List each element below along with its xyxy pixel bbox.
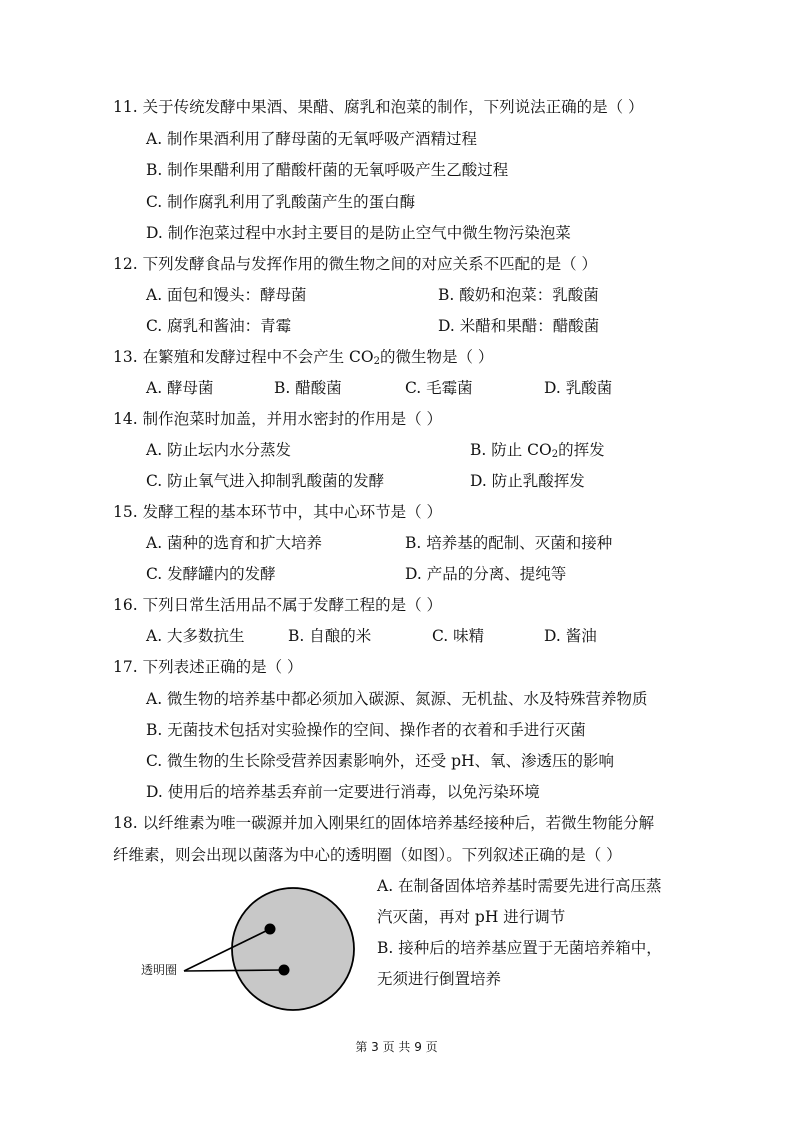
- question-12-stem: 12. 下列发酵食品与发挥作用的微生物之间的对应关系不匹配的是（ ）: [113, 255, 598, 273]
- question-13-stem-text: 13. 在繁殖和发酵过程中不会产生 CO: [113, 348, 374, 366]
- question-18-stem-line-2: 纤维素，则会出现以菌落为中心的透明圈（如图）。下列叙述正确的是（ ）: [113, 846, 622, 864]
- question-14-option-c: C. 防止氧气进入抑制乳酸菌的发酵: [146, 472, 385, 490]
- question-14-option-a: A. 防止坛内水分蒸发: [146, 441, 292, 459]
- petri-dish-figure: [138, 884, 368, 1014]
- page-footer: 第 3 页 共 9 页: [355, 1040, 438, 1054]
- question-14-option-b-text: B. 防止 CO: [470, 441, 552, 459]
- question-12-option-b: B. 酸奶和泡菜：乳酸菌: [438, 286, 599, 304]
- question-18-stem-line-1: 18. 以纤维素为唯一碳源并加入刚果红的固体培养基经接种后，若微生物能分解: [113, 814, 655, 832]
- question-14-option-b-tail: 的挥发: [558, 441, 605, 459]
- question-14-stem: 14. 制作泡菜时加盖，并用水密封的作用是（ ）: [113, 410, 443, 428]
- question-15-option-c: C. 发酵罐内的发酵: [146, 565, 276, 583]
- question-13-stem: [113, 347, 493, 372]
- question-13-stem-tail: 的微生物是（ ）: [379, 348, 494, 366]
- question-18-option-b-line-2: 无须进行倒置培养: [377, 970, 502, 988]
- question-11-option-c: C. 制作腐乳利用了乳酸菌产生的蛋白酶: [146, 193, 416, 211]
- question-17-option-c: C. 微生物的生长除受营养因素影响外，还受 pH、氧、渗透压的影响: [146, 752, 615, 770]
- question-17-option-b: B. 无菌技术包括对实验操作的空间、操作者的衣着和手进行灭菌: [146, 721, 586, 739]
- question-15-option-b: B. 培养基的配制、灭菌和接种: [405, 534, 613, 552]
- question-17-option-a: A. 微生物的培养基中都必须加入碳源、氮源、无机盐、水及特殊营养物质: [146, 690, 648, 708]
- question-11-option-a: A. 制作果酒利用了酵母菌的无氧呼吸产酒精过程: [146, 130, 478, 148]
- question-13-option-c: C. 毛霉菌: [405, 379, 473, 397]
- petri-dish-circle: [232, 888, 354, 1010]
- question-12-option-d: D. 米醋和果醋：醋酸菌: [438, 317, 600, 335]
- question-11-option-d: D. 制作泡菜过程中水封主要目的是防止空气中微生物污染泡菜: [146, 224, 571, 242]
- question-11-option-b: B. 制作果醋利用了醋酸杆菌的无氧呼吸产生乙酸过程: [146, 161, 509, 179]
- question-15-option-a: A. 菌种的选育和扩大培养: [146, 534, 323, 552]
- colony-dot-bottom: [279, 965, 290, 976]
- question-15-option-d: D. 产品的分离、提纯等: [405, 565, 567, 583]
- question-15-stem: 15. 发酵工程的基本环节中，其中心环节是（ ）: [113, 503, 443, 521]
- question-12-option-c: C. 腐乳和酱油：青霉: [146, 317, 292, 335]
- pointer-line-bottom: [184, 970, 284, 971]
- question-17-option-d: D. 使用后的培养基丢弃前一定要进行消毒，以免污染环境: [146, 783, 540, 801]
- question-14-option-b-subscript: 2: [551, 449, 559, 460]
- question-14-option-d: D. 防止乳酸挥发: [470, 472, 585, 490]
- question-12-option-a: A. 面包和馒头：酵母菌: [146, 286, 307, 304]
- question-18-option-b-line-1: B. 接种后的培养基应置于无菌培养箱中，: [377, 939, 662, 957]
- question-11-stem: 11. 关于传统发酵中果酒、果醋、腐乳和泡菜的制作，下列说法正确的是（ ）: [113, 98, 644, 116]
- question-13-subscript: 2: [373, 356, 380, 367]
- question-18-option-a-line-1: A. 在制备固体培养基时需要先进行高压蒸: [377, 877, 662, 895]
- question-16-stem: 16. 下列日常生活用品不属于发酵工程的是（ ）: [113, 596, 443, 614]
- colony-dot-top: [265, 924, 276, 935]
- question-13-option-b: B. 醋酸菌: [274, 379, 342, 397]
- question-14-option-b: [470, 440, 605, 465]
- question-16-option-c: C. 味精: [432, 627, 485, 645]
- question-13-option-a: A. 酵母菌: [146, 379, 214, 397]
- question-13-option-d: D. 乳酸菌: [544, 379, 613, 397]
- question-17-stem: 17. 下列表述正确的是（ ）: [113, 658, 303, 676]
- question-16-option-d: D. 酱油: [544, 627, 597, 645]
- question-16-option-a: A. 大多数抗生: [146, 627, 245, 645]
- question-18-option-a-line-2: 汽灭菌，再对 pH 进行调节: [377, 908, 566, 926]
- question-16-option-b: B. 自酿的米: [288, 627, 372, 645]
- transparent-circle-label: 透明圈: [141, 963, 178, 977]
